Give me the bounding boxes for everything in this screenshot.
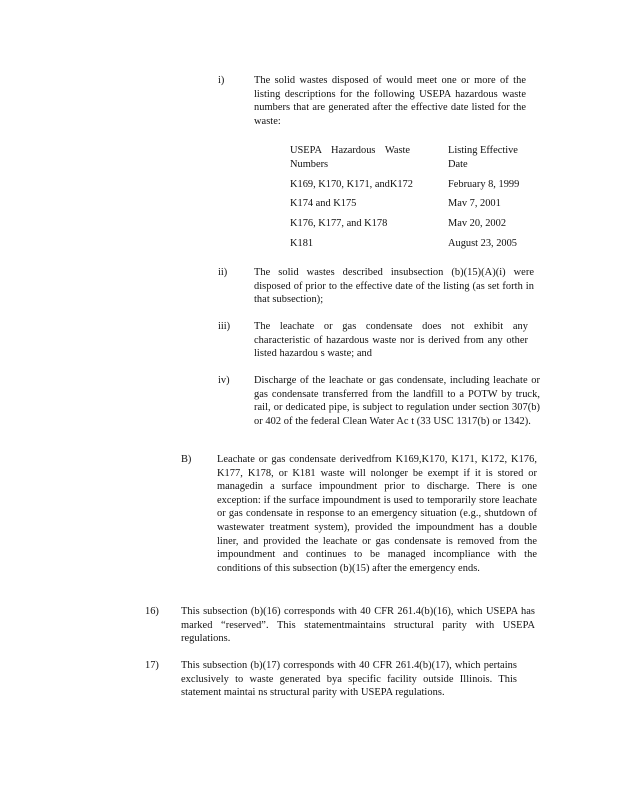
item-text-17: This subsection (b)(17) corresponds with 40 CFR 261.4(b)(17), which pertains exclusively to waste generated bya specific facility outside Illinois. This statement maintai ns structural parity with USEPA regulations. <box>181 660 517 699</box>
item-marker-b: B) <box>181 454 192 465</box>
table-cell-date: August 23, 2005 <box>448 238 517 249</box>
table-cell-date: Mav 7, 2001 <box>448 198 501 209</box>
item-text-ii: The solid wastes described insubsection (b)(15)(A)(i) were disposed of prior to the effective date of the listing (as set forth in that subsection); <box>254 267 534 306</box>
table-cell-waste: K176, K177, and K178 <box>290 218 388 229</box>
table-cell-waste: K174 and K175 <box>290 198 357 209</box>
item-marker-ii: ii) <box>218 267 228 278</box>
item-text-16: This subsection (b)(16) corresponds with 40 CFR 261.4(b)(16), which USEPA has marked “reserved”. This statementmaintains structural parity with USEPA regulations. <box>181 606 535 645</box>
item-marker-17: 17) <box>145 660 159 671</box>
item-text-b: Leachate or gas condensate derivedfrom K169,K170, K171, K172, K176, K177, K178, or K181 waste will nolonger be exempt if it is stored or managedin a surface impoundment prior to discharge. There is one exception: if the surface impoundment is used to temporarily store leachate or gas condensate in response to an emergency situation (e.g., shutdown of wastewater treatment system), provided the impoundment has a double liner, and provided the leachate or gas condensate is removed from the impoundment and continues to be managed incompliance with the conditions of this subsection (b)(15) after the emergency ends. <box>217 454 537 574</box>
item-text-iii: The leachate or gas condensate does not exhibit any characteristic of hazardous waste nor is derived from any other listed hazardou s waste; and <box>254 321 528 360</box>
item-text-iv: Discharge of the leachate or gas condensate, including leachate or gas condensate transferred from the landfill to a POTW by truck, rail, or dedicated pipe, is subject to regulation under section 307(b) or 402 of the federal Clean Water Ac t (33 USC 1317(b) or 1342). <box>254 375 540 427</box>
item-marker-iii: iii) <box>218 321 231 332</box>
item-marker-16: 16) <box>145 606 159 617</box>
table-cell-date: Mav 20, 2002 <box>448 218 507 229</box>
table-cell-waste: K181 <box>290 238 314 249</box>
table-cell-waste: K169, K170, K171, andK172 <box>290 179 413 190</box>
item-marker-iv: iv) <box>218 375 230 386</box>
table-header-waste-numbers: USEPA Hazardous Waste Numbers <box>290 145 410 170</box>
table-cell-date: February 8, 1999 <box>448 179 520 190</box>
table-header-effective-date: Listing Effective Date <box>448 145 518 170</box>
item-marker-i: i) <box>218 75 225 86</box>
item-text-i: The solid wastes disposed of would meet one or more of the listing descriptions for the following USEPA hazardous waste numbers that are generated after the effective date listed for the waste: <box>254 75 526 127</box>
